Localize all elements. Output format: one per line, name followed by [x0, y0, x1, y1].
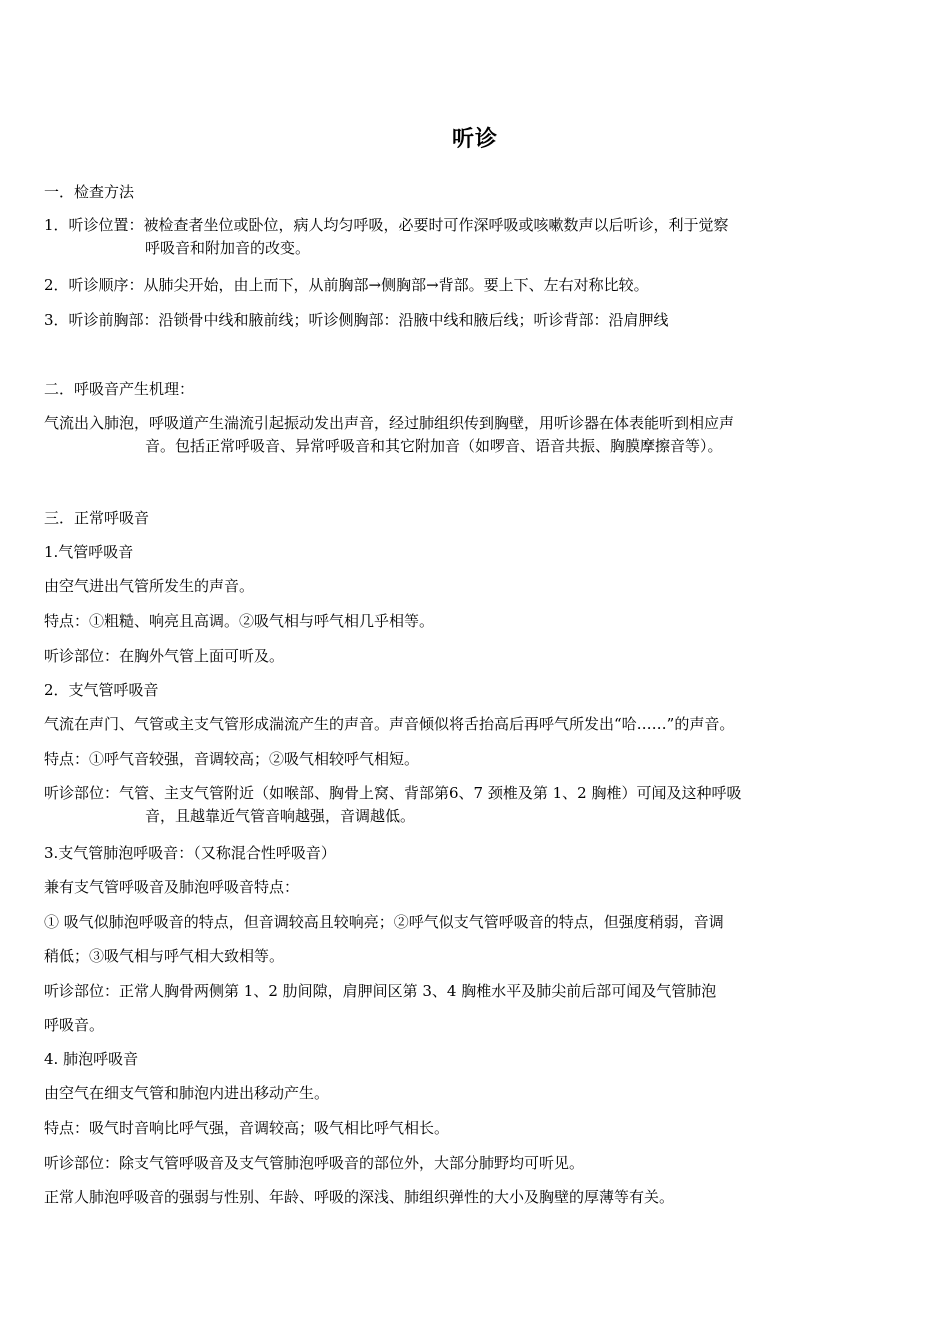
paragraph-vesicular-site: 听诊部位：除支气管呼吸音及支气管肺泡呼吸音的部位外，大部分肺野均可听见。: [44, 1154, 585, 1172]
paragraph-tracheal-site: 听诊部位：在胸外气管上面可听及。: [44, 647, 285, 665]
section-heading-mechanism: 二．呼吸音产生机理：: [44, 380, 195, 398]
section-heading-normal-sounds: 三．正常呼吸音: [44, 509, 150, 527]
section-heading-methods: 一．检查方法: [44, 183, 135, 201]
text-line: 1．听诊位置：被检查者坐位或卧位，病人均匀呼吸，必要时可作深呼吸或咳嗽数声以后听诊，利于觉察: [44, 216, 729, 234]
paragraph-bronchovesicular-site-2: 呼吸音。: [44, 1016, 105, 1034]
paragraph-listening-order: 2．听诊顺序：从肺尖开始，由上而下，从前胸部→侧胸部→背部。要上下、左右对称比较。: [44, 276, 649, 294]
subsection-title-vesicular: 4. 肺泡呼吸音: [44, 1050, 139, 1068]
page-title: 听诊: [451, 126, 498, 152]
subsection-title-bronchial: 2．支气管呼吸音: [44, 681, 159, 699]
paragraph-listening-sites: 3．听诊前胸部：沿锁骨中线和腋前线；听诊侧胸部：沿腋中线和腋后线；听诊背部：沿肩胛线: [44, 311, 669, 329]
paragraph-vesicular-desc: 由空气在细支气管和肺泡内进出移动产生。: [44, 1084, 330, 1102]
subsection-title-bronchovesicular: 3.支气管肺泡呼吸音：（又称混合性呼吸音）: [44, 844, 336, 862]
text-line: 气流出入肺泡，呼吸道产生湍流引起振动发出声音，经过肺组织传到胸壁，用听诊器在体表能听到相应声: [44, 414, 735, 432]
paragraph-bronchial-desc: 气流在声门、气管或主支气管形成湍流产生的声音。声音倾似将舌抬高后再呼气所发出“哈……”的声音。: [44, 715, 735, 733]
text-line: 听诊部位：气管、主支气管附近（如喉部、胸骨上窝、背部第6、7 颈椎及第 1、2 胸椎）可闻及这种呼吸: [44, 784, 742, 802]
text-line: 音。包括正常呼吸音、异常呼吸音和其它附加音（如啰音、语音共振、胸膜摩擦音等）。: [145, 437, 723, 455]
paragraph-listening-position: [44, 214, 814, 260]
paragraph-bronchovesicular-feature-1: ① 吸气似肺泡呼吸音的特点，但音调较高且较响亮；②呼气似支气管呼吸音的特点，但强度稍弱，音调: [44, 913, 724, 931]
paragraph-mechanism: [44, 412, 814, 458]
subsection-title-tracheal: 1.气管呼吸音: [44, 543, 134, 561]
text-line: 音，且越靠近气管音响越强，音调越低。: [145, 807, 416, 825]
paragraph-bronchial-site: [44, 782, 814, 828]
paragraph-vesicular-feature: 特点：吸气时音响比呼气强，音调较高；吸气相比呼气相长。: [44, 1119, 450, 1137]
paragraph-tracheal-feature: 特点：①粗糙、响亮且高调。②吸气相与呼气相几乎相等。: [44, 612, 435, 630]
text-line: 呼吸音和附加音的改变。: [145, 239, 311, 257]
paragraph-bronchial-feature: 特点：①呼气音较强，音调较高；②吸气相较呼气相短。: [44, 750, 420, 768]
paragraph-bronchovesicular-desc: 兼有支气管呼吸音及肺泡呼吸音特点：: [44, 878, 300, 896]
paragraph-bronchovesicular-site-1: 听诊部位：正常人胸骨两侧第 1、2 肋间隙，肩胛间区第 3、4 胸椎水平及肺尖前后部可闻及气管肺泡: [44, 982, 717, 1000]
paragraph-vesicular-note: 正常人肺泡呼吸音的强弱与性别、年龄、呼吸的深浅、肺组织弹性的大小及胸壁的厚薄等有关。: [44, 1188, 675, 1206]
paragraph-tracheal-desc: 由空气进出气管所发生的声音。: [44, 577, 255, 595]
paragraph-bronchovesicular-feature-2: 稍低；③吸气相与呼气相大致相等。: [44, 947, 285, 965]
